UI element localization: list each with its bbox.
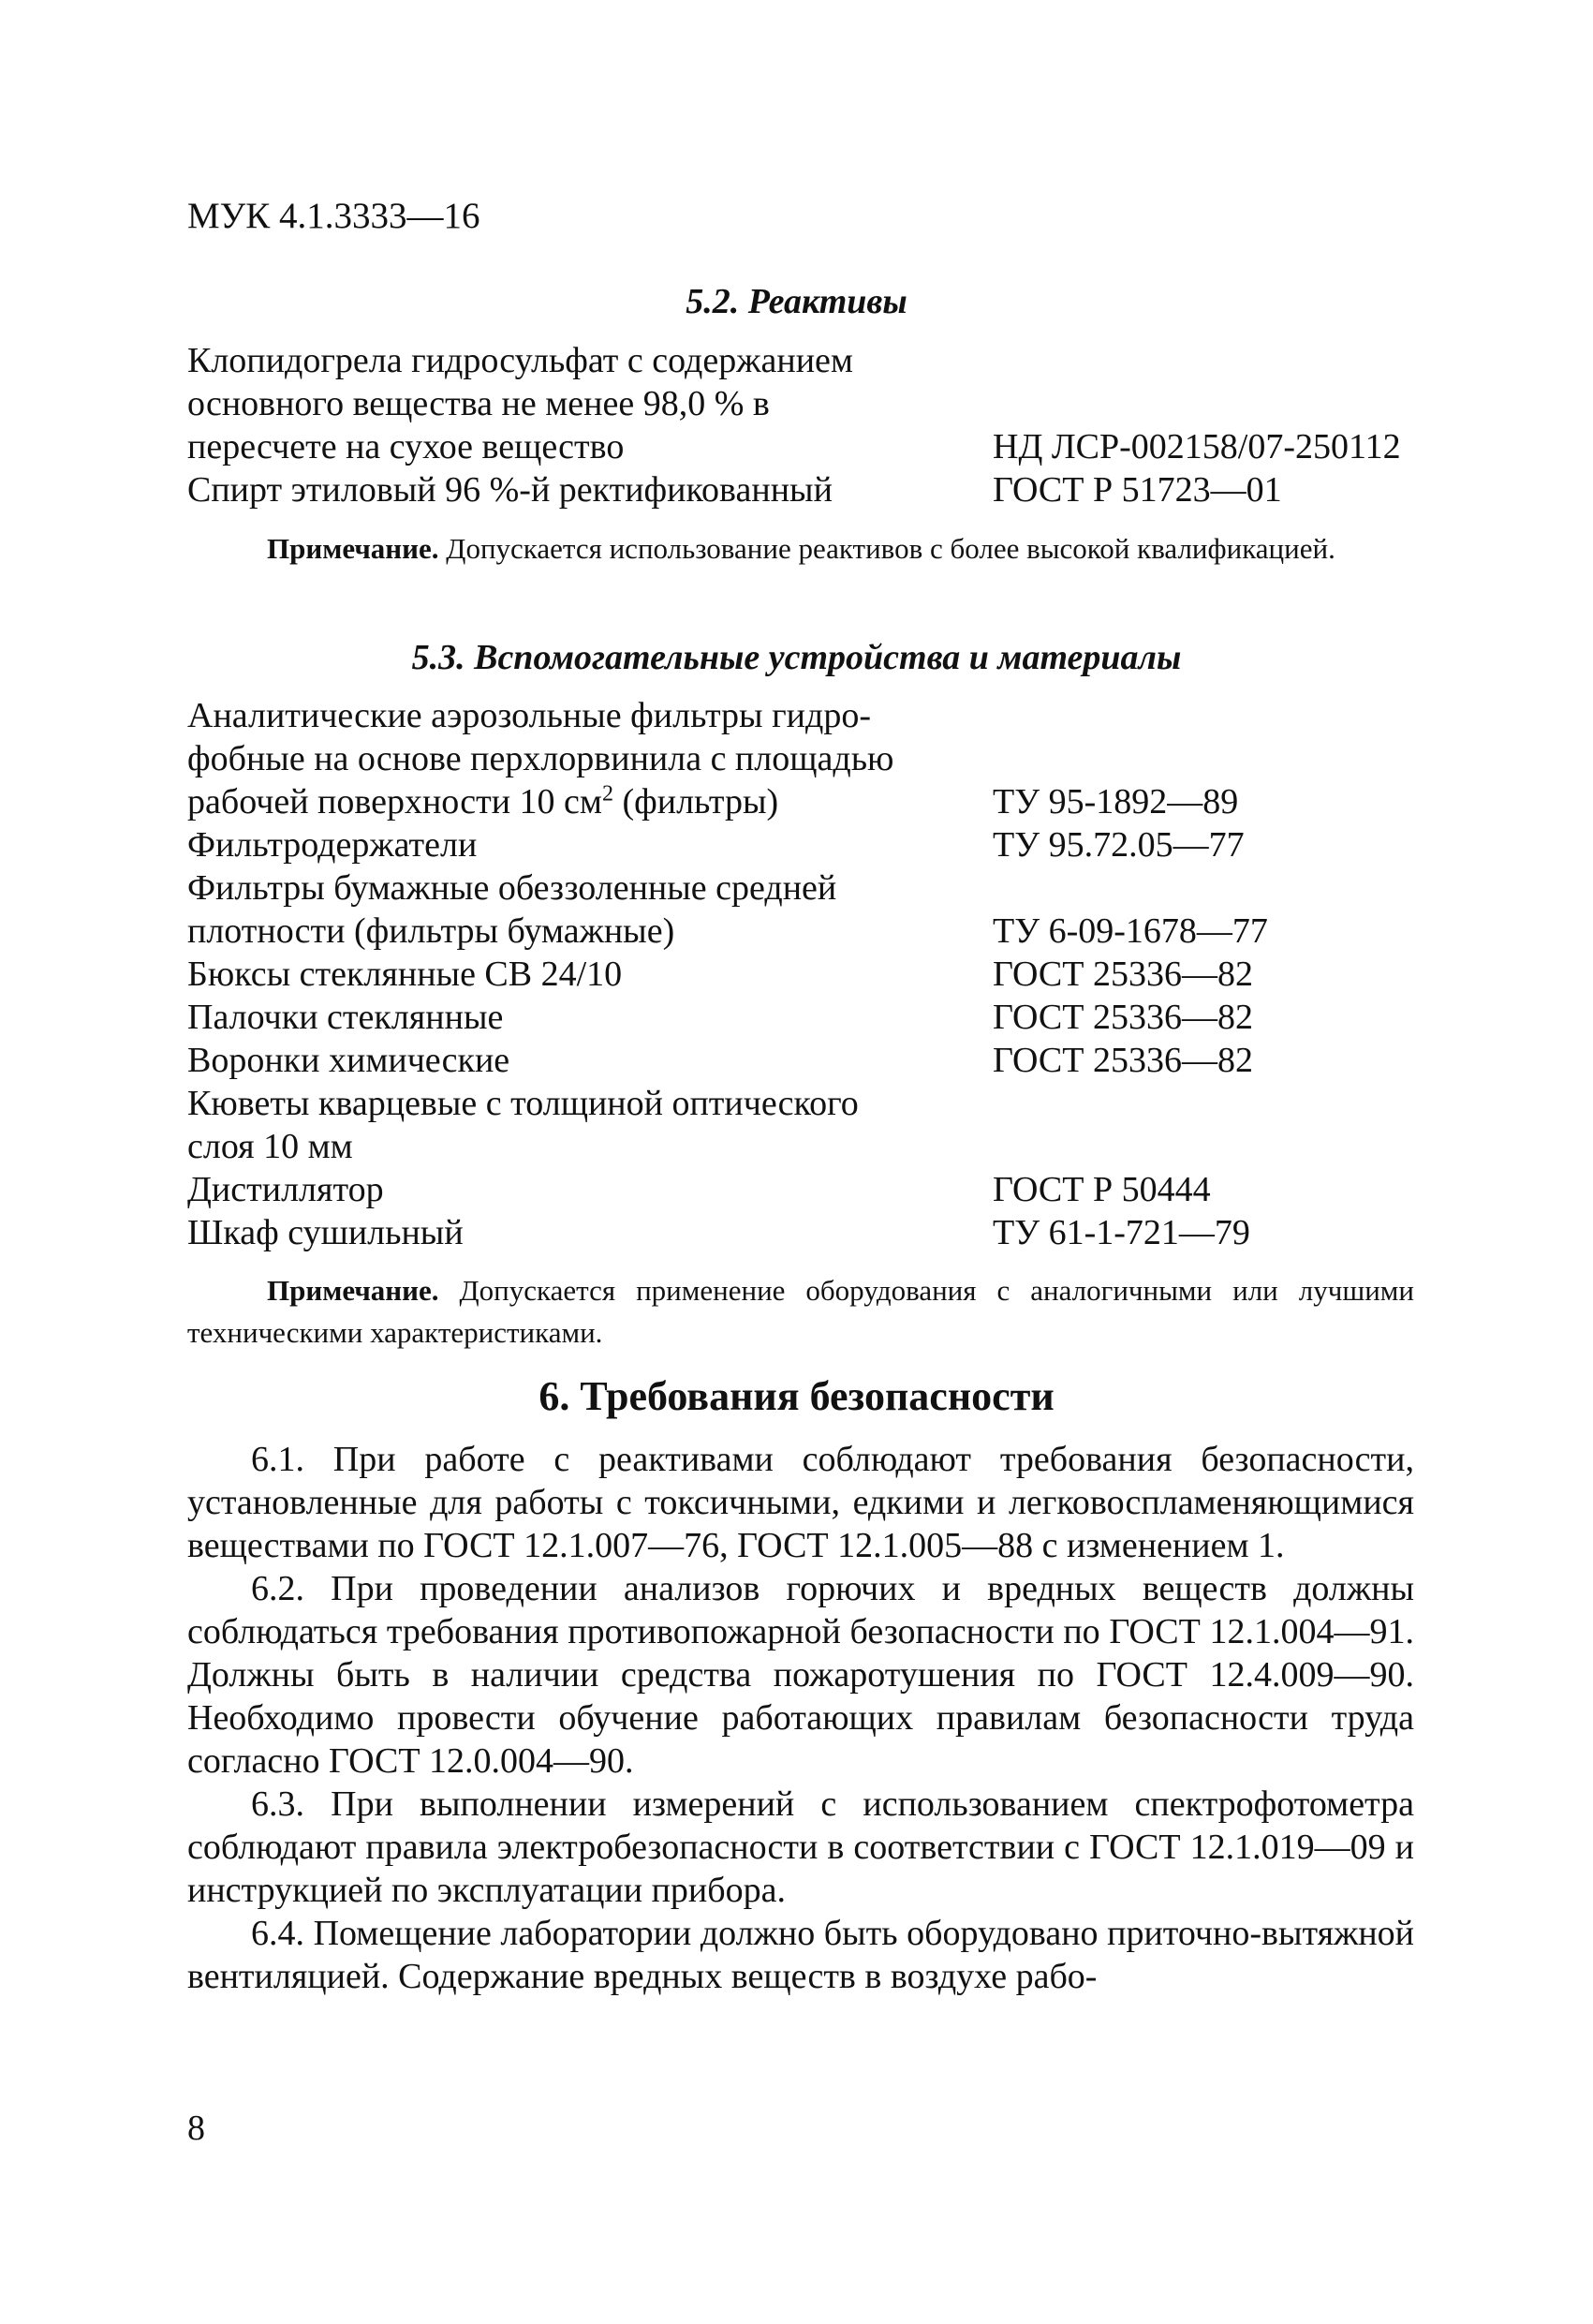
material-line: Фильтры бумажные обеззоленные средней bbox=[187, 868, 837, 908]
material-line: Дистиллятор bbox=[187, 1170, 384, 1209]
page-number: 8 bbox=[187, 2109, 205, 2148]
material-line: Аналитические аэрозольные фильтры гидро- bbox=[187, 696, 871, 735]
material-line: слоя 10 мм bbox=[187, 1127, 353, 1166]
material-line: фобные на основе перхлорвинила с площадью bbox=[187, 739, 894, 778]
note-label: Примечание. bbox=[267, 1274, 439, 1307]
material-standard: ТУ 6-09-1678—77 bbox=[993, 911, 1268, 951]
material-standard: ГОСТ Р 50444 bbox=[993, 1170, 1211, 1209]
material-standard: ГОСТ 25336—82 bbox=[993, 998, 1253, 1037]
material-standard: ТУ 95.72.05—77 bbox=[993, 825, 1245, 865]
superscript: 2 bbox=[601, 781, 613, 807]
material-line: Бюксы стеклянные СВ 24/10 bbox=[187, 955, 623, 994]
note-reagents bbox=[187, 527, 1414, 570]
paragraph-6-4: 6.4. Помещение лаборатории должно быть оборудовано приточно-вытяжной вентиляцией. Содержание вредных веществ в воздухе рабо- bbox=[187, 1914, 1414, 1996]
material-line: рабочей поверхности 10 $см^2$ (фильтры) bbox=[187, 781, 779, 822]
reagent-line: Клопидогрела гидросульфат с содержанием bbox=[187, 341, 853, 380]
material-line: Фильтродержатели bbox=[187, 825, 478, 865]
material-standard: ГОСТ 25336—82 bbox=[993, 955, 1253, 994]
note-equipment bbox=[187, 1269, 1414, 1354]
note-text: Допускается использование реактивов с более высокой квалификацией. bbox=[438, 532, 1335, 565]
material-standard: ТУ 95-1892—89 bbox=[993, 782, 1239, 822]
reagent-standard: НД ЛСР-002158/07-250112 bbox=[993, 427, 1401, 466]
reagent-line: основного вещества не менее 98,0 % в bbox=[187, 384, 770, 423]
material-line: Шкаф сушильный bbox=[187, 1213, 464, 1252]
paragraph-6-3: 6.3. При выполнении измерений с использованием спектрофотометра соблюдают правила электробезопасности в соответствии с ГОСТ 12.1.019—09 и инструкцией по эксплуатации прибора. bbox=[187, 1784, 1414, 1910]
note-label: Примечание. bbox=[267, 532, 439, 565]
section-5-2-title: 5.2. Реактивы bbox=[686, 282, 907, 321]
paragraph-6-1: 6.1. При работе с реактивами соблюдают требования безопасности, установленные для работы с токсичными, едкими и легковоспламеняющимися веществами по ГОСТ 12.1.007—76, ГОСТ 12.1.005—88 с изменением 1. bbox=[187, 1440, 1414, 1565]
material-standard: ГОСТ 25336—82 bbox=[993, 1041, 1253, 1080]
material-line: Воронки химические bbox=[187, 1041, 510, 1080]
material-standard: ТУ 61-1-721—79 bbox=[993, 1213, 1250, 1252]
reagent-standard: ГОСТ Р 51723—01 bbox=[993, 470, 1282, 510]
note-text: Допускается применение оборудования с аналогичными или лучшими техническими характеристиками. bbox=[187, 1274, 1414, 1349]
reagent-line: пересчете на сухое вещество bbox=[187, 427, 625, 466]
material-line: Палочки стеклянные bbox=[187, 998, 504, 1037]
paragraph-6-2: 6.2. При проведении анализов горючих и вредных веществ должны соблюдаться требования противопожарной безопасности по ГОСТ 12.1.004—91. Должны быть в наличии средства пожаротушения по ГОСТ 12.4.009—90. Необходимо провести обучение работающих правилам безопасности труда согласно ГОСТ 12.0.004—90. bbox=[187, 1569, 1414, 1781]
safety-paragraphs bbox=[187, 1438, 1414, 1998]
material-line: плотности (фильтры бумажные) bbox=[187, 911, 675, 951]
document-header: МУК 4.1.3333—16 bbox=[187, 196, 480, 236]
section-6-title: 6. Требования безопасности bbox=[538, 1373, 1055, 1419]
reagent-line: Спирт этиловый 96 %-й ректификованный bbox=[187, 470, 833, 510]
section-5-3-title: 5.3. Вспомогательные устройства и материалы bbox=[411, 638, 1182, 677]
material-line: Кюветы кварцевые с толщиной оптического bbox=[187, 1084, 859, 1123]
